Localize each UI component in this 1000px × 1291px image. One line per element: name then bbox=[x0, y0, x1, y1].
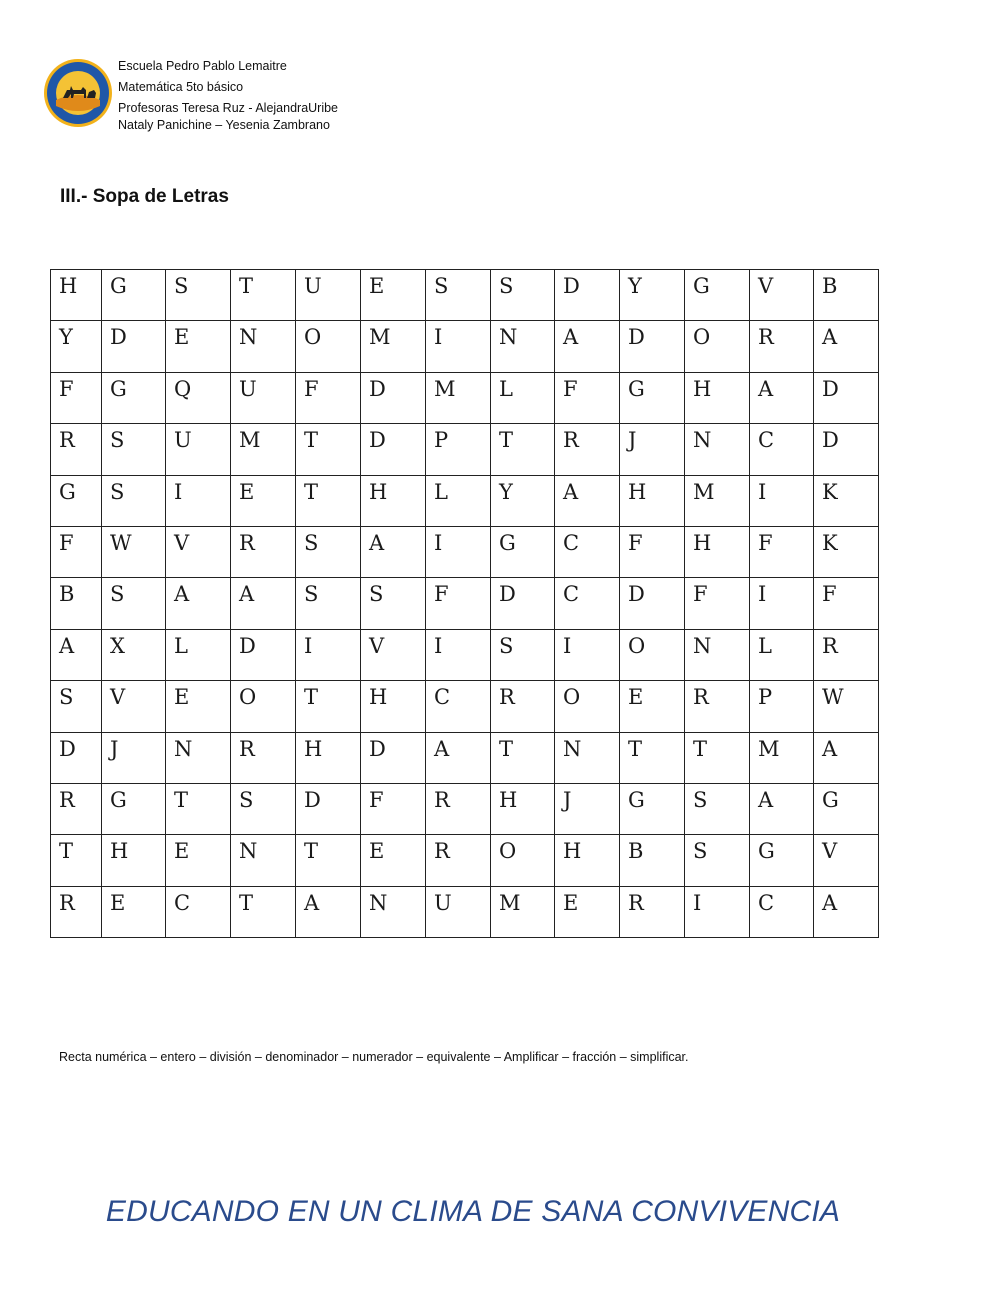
grid-cell[interactable]: A bbox=[296, 886, 361, 937]
grid-cell[interactable]: O bbox=[296, 321, 361, 372]
grid-row bbox=[51, 732, 879, 783]
grid-cell[interactable]: F bbox=[620, 526, 685, 577]
grid-cell[interactable]: O bbox=[620, 629, 685, 680]
grid-cell[interactable]: E bbox=[102, 886, 166, 937]
grid-cell[interactable]: N bbox=[685, 629, 750, 680]
grid-cell[interactable]: L bbox=[491, 372, 555, 423]
grid-cell[interactable]: I bbox=[750, 578, 814, 629]
grid-cell[interactable]: V bbox=[102, 681, 166, 732]
grid-row bbox=[51, 629, 879, 680]
course-name: Matemática 5to básico bbox=[118, 80, 244, 94]
grid-cell[interactable]: Q bbox=[166, 372, 231, 423]
grid-cell[interactable]: D bbox=[296, 783, 361, 834]
grid-cell[interactable]: G bbox=[491, 526, 555, 577]
grid-cell[interactable]: J bbox=[620, 424, 685, 475]
grid-cell[interactable]: E bbox=[361, 835, 426, 886]
grid-cell[interactable]: H bbox=[361, 475, 426, 526]
grid-cell[interactable]: H bbox=[361, 681, 426, 732]
grid-cell[interactable]: R bbox=[51, 424, 102, 475]
grid-cell[interactable]: D bbox=[491, 578, 555, 629]
grid-cell[interactable]: A bbox=[750, 783, 814, 834]
grid-cell[interactable]: L bbox=[426, 475, 491, 526]
grid-cell[interactable]: S bbox=[51, 681, 102, 732]
footer-motto: EDUCANDO EN UN CLIMA DE SANA CONVIVENCIA bbox=[105, 1195, 841, 1228]
grid-cell[interactable]: H bbox=[51, 270, 102, 321]
school-name: Escuela Pedro Pablo Lemaitre bbox=[118, 59, 287, 73]
grid-cell[interactable]: R bbox=[51, 783, 102, 834]
grid-cell[interactable]: G bbox=[102, 783, 166, 834]
grid-row bbox=[51, 783, 879, 834]
grid-cell[interactable]: I bbox=[166, 475, 231, 526]
grid-cell[interactable]: D bbox=[620, 578, 685, 629]
grid-cell[interactable]: A bbox=[426, 732, 491, 783]
grid-cell[interactable]: P bbox=[426, 424, 491, 475]
grid-cell[interactable]: F bbox=[750, 526, 814, 577]
grid-cell[interactable]: D bbox=[814, 424, 879, 475]
grid-row bbox=[51, 424, 879, 475]
grid-cell[interactable]: W bbox=[102, 526, 166, 577]
grid-cell[interactable]: L bbox=[750, 629, 814, 680]
grid-cell[interactable]: C bbox=[555, 526, 620, 577]
grid-row bbox=[51, 475, 879, 526]
section-title: III.- Sopa de Letras bbox=[60, 186, 229, 207]
grid-cell[interactable]: C bbox=[555, 578, 620, 629]
grid-cell[interactable]: L bbox=[166, 629, 231, 680]
teachers-line-1: Profesoras Teresa Ruz - AlejandraUribe bbox=[118, 101, 339, 115]
grid-cell[interactable]: N bbox=[231, 321, 296, 372]
grid-cell[interactable]: Y bbox=[620, 270, 685, 321]
grid-cell[interactable]: V bbox=[814, 835, 879, 886]
grid-cell[interactable]: N bbox=[166, 732, 231, 783]
grid-cell[interactable]: D bbox=[231, 629, 296, 680]
grid-cell[interactable]: I bbox=[426, 526, 491, 577]
grid-cell[interactable]: A bbox=[231, 578, 296, 629]
grid-cell[interactable]: B bbox=[814, 270, 879, 321]
school-logo bbox=[43, 58, 113, 128]
grid-cell[interactable]: R bbox=[750, 321, 814, 372]
grid-cell[interactable]: E bbox=[166, 835, 231, 886]
grid-cell[interactable]: T bbox=[231, 886, 296, 937]
grid-cell[interactable]: C bbox=[750, 424, 814, 475]
grid-cell[interactable]: A bbox=[555, 321, 620, 372]
teachers-line-2: Nataly Panichine – Yesenia Zambrano bbox=[118, 118, 330, 132]
grid-cell[interactable]: T bbox=[166, 783, 231, 834]
grid-cell[interactable]: B bbox=[620, 835, 685, 886]
grid-cell[interactable]: A bbox=[814, 886, 879, 937]
grid-cell[interactable]: T bbox=[491, 732, 555, 783]
grid-cell[interactable]: M bbox=[491, 886, 555, 937]
grid-cell[interactable]: S bbox=[102, 475, 166, 526]
grid-cell[interactable]: D bbox=[51, 732, 102, 783]
grid-cell[interactable]: R bbox=[491, 681, 555, 732]
grid-cell[interactable]: E bbox=[620, 681, 685, 732]
grid-row bbox=[51, 835, 879, 886]
grid-cell[interactable]: R bbox=[51, 886, 102, 937]
grid-cell[interactable]: U bbox=[231, 372, 296, 423]
grid-cell[interactable]: U bbox=[166, 424, 231, 475]
grid-cell[interactable]: H bbox=[491, 783, 555, 834]
grid-cell[interactable]: A bbox=[814, 321, 879, 372]
grid-cell[interactable]: A bbox=[555, 475, 620, 526]
grid-cell[interactable]: F bbox=[51, 526, 102, 577]
grid-cell[interactable]: S bbox=[491, 629, 555, 680]
grid-cell[interactable]: C bbox=[426, 681, 491, 732]
grid-cell[interactable]: G bbox=[685, 270, 750, 321]
grid-row bbox=[51, 578, 879, 629]
grid-cell[interactable]: Y bbox=[491, 475, 555, 526]
grid-cell[interactable]: F bbox=[814, 578, 879, 629]
grid-cell[interactable]: D bbox=[361, 372, 426, 423]
grid-cell[interactable]: D bbox=[555, 270, 620, 321]
grid-row bbox=[51, 526, 879, 577]
grid-cell[interactable]: T bbox=[296, 424, 361, 475]
grid-cell[interactable]: H bbox=[555, 835, 620, 886]
grid-cell[interactable]: T bbox=[491, 424, 555, 475]
grid-cell[interactable]: W bbox=[814, 681, 879, 732]
grid-cell[interactable]: U bbox=[296, 270, 361, 321]
grid-cell[interactable]: N bbox=[685, 424, 750, 475]
grid-cell[interactable]: A bbox=[814, 732, 879, 783]
grid-cell[interactable]: T bbox=[685, 732, 750, 783]
grid-cell[interactable]: G bbox=[620, 372, 685, 423]
grid-cell[interactable]: V bbox=[166, 526, 231, 577]
grid-cell[interactable]: N bbox=[555, 732, 620, 783]
grid-cell[interactable]: R bbox=[555, 424, 620, 475]
grid-cell[interactable]: G bbox=[51, 475, 102, 526]
grid-cell[interactable]: M bbox=[361, 321, 426, 372]
word-search-grid bbox=[50, 269, 879, 938]
grid-cell[interactable]: R bbox=[426, 783, 491, 834]
grid-cell[interactable]: S bbox=[361, 578, 426, 629]
grid-cell[interactable]: M bbox=[750, 732, 814, 783]
grid-cell[interactable]: S bbox=[685, 783, 750, 834]
grid-cell[interactable]: I bbox=[555, 629, 620, 680]
grid-cell[interactable]: H bbox=[685, 526, 750, 577]
grid-cell[interactable]: T bbox=[296, 681, 361, 732]
grid-cell[interactable]: F bbox=[426, 578, 491, 629]
grid-cell[interactable]: F bbox=[51, 372, 102, 423]
grid-cell[interactable]: I bbox=[750, 475, 814, 526]
grid-cell[interactable]: H bbox=[620, 475, 685, 526]
grid-cell[interactable]: S bbox=[426, 270, 491, 321]
grid-cell[interactable]: D bbox=[620, 321, 685, 372]
grid-cell[interactable]: T bbox=[296, 475, 361, 526]
grid-row bbox=[51, 886, 879, 937]
grid-cell[interactable]: G bbox=[102, 372, 166, 423]
grid-cell[interactable]: R bbox=[620, 886, 685, 937]
grid-cell[interactable]: F bbox=[296, 372, 361, 423]
grid-cell[interactable]: N bbox=[491, 321, 555, 372]
grid-cell[interactable]: D bbox=[814, 372, 879, 423]
grid-cell[interactable]: A bbox=[166, 578, 231, 629]
grid-cell[interactable]: K bbox=[814, 526, 879, 577]
grid-cell[interactable]: N bbox=[361, 886, 426, 937]
grid-cell[interactable]: S bbox=[296, 578, 361, 629]
grid-cell[interactable]: B bbox=[51, 578, 102, 629]
grid-cell[interactable]: M bbox=[231, 424, 296, 475]
grid-row bbox=[51, 372, 879, 423]
grid-cell[interactable]: D bbox=[361, 732, 426, 783]
grid-cell[interactable]: H bbox=[102, 835, 166, 886]
grid-cell[interactable]: A bbox=[361, 526, 426, 577]
grid-cell[interactable]: E bbox=[231, 475, 296, 526]
grid-cell[interactable]: S bbox=[102, 578, 166, 629]
grid-cell[interactable]: G bbox=[814, 783, 879, 834]
grid-cell[interactable]: D bbox=[102, 321, 166, 372]
grid-cell[interactable]: A bbox=[51, 629, 102, 680]
grid-cell[interactable]: V bbox=[750, 270, 814, 321]
grid-row bbox=[51, 681, 879, 732]
grid-cell[interactable]: Y bbox=[51, 321, 102, 372]
grid-cell[interactable]: E bbox=[166, 681, 231, 732]
grid-cell[interactable]: E bbox=[555, 886, 620, 937]
grid-cell[interactable]: M bbox=[426, 372, 491, 423]
grid-cell[interactable]: I bbox=[296, 629, 361, 680]
grid-cell[interactable]: V bbox=[361, 629, 426, 680]
grid-cell[interactable]: T bbox=[296, 835, 361, 886]
grid-cell[interactable]: G bbox=[620, 783, 685, 834]
grid-cell[interactable]: H bbox=[685, 372, 750, 423]
grid-cell[interactable]: C bbox=[750, 886, 814, 937]
word-list: Recta numérica – entero – división – denominador – numerador – equivalente – Amplificar – fracción – simplificar. bbox=[59, 1050, 689, 1064]
grid-cell[interactable]: K bbox=[814, 475, 879, 526]
grid-cell[interactable]: T bbox=[620, 732, 685, 783]
grid-cell[interactable]: D bbox=[361, 424, 426, 475]
grid-cell[interactable]: O bbox=[231, 681, 296, 732]
grid-row bbox=[51, 270, 879, 321]
grid-cell[interactable]: F bbox=[685, 578, 750, 629]
grid-cell[interactable]: O bbox=[685, 321, 750, 372]
grid-cell[interactable]: T bbox=[231, 270, 296, 321]
grid-cell[interactable]: R bbox=[426, 835, 491, 886]
grid-cell[interactable]: S bbox=[231, 783, 296, 834]
grid-cell[interactable]: N bbox=[231, 835, 296, 886]
grid-cell[interactable]: S bbox=[102, 424, 166, 475]
grid-cell[interactable]: H bbox=[296, 732, 361, 783]
grid-cell[interactable]: E bbox=[166, 321, 231, 372]
grid-cell[interactable]: S bbox=[491, 270, 555, 321]
grid-cell[interactable]: R bbox=[231, 526, 296, 577]
grid-cell[interactable]: T bbox=[51, 835, 102, 886]
grid-cell[interactable]: I bbox=[426, 629, 491, 680]
grid-cell[interactable]: F bbox=[555, 372, 620, 423]
grid-cell[interactable]: S bbox=[166, 270, 231, 321]
grid-cell[interactable]: I bbox=[685, 886, 750, 937]
grid-cell[interactable]: I bbox=[426, 321, 491, 372]
grid-cell[interactable]: O bbox=[491, 835, 555, 886]
grid-cell[interactable]: J bbox=[102, 732, 166, 783]
grid-cell[interactable]: R bbox=[814, 629, 879, 680]
grid-cell[interactable]: U bbox=[426, 886, 491, 937]
grid-row bbox=[51, 321, 879, 372]
grid-cell[interactable]: S bbox=[296, 526, 361, 577]
grid-cell[interactable]: A bbox=[750, 372, 814, 423]
grid-cell[interactable]: C bbox=[166, 886, 231, 937]
grid-cell[interactable]: R bbox=[685, 681, 750, 732]
grid-cell[interactable]: G bbox=[102, 270, 166, 321]
grid-cell[interactable]: P bbox=[750, 681, 814, 732]
grid-cell[interactable]: O bbox=[555, 681, 620, 732]
grid-cell[interactable]: J bbox=[555, 783, 620, 834]
grid-cell[interactable]: X bbox=[102, 629, 166, 680]
grid-cell[interactable]: E bbox=[361, 270, 426, 321]
grid-cell[interactable]: S bbox=[685, 835, 750, 886]
grid-cell[interactable]: M bbox=[685, 475, 750, 526]
grid-cell[interactable]: R bbox=[231, 732, 296, 783]
grid-cell[interactable]: G bbox=[750, 835, 814, 886]
grid-cell[interactable]: F bbox=[361, 783, 426, 834]
